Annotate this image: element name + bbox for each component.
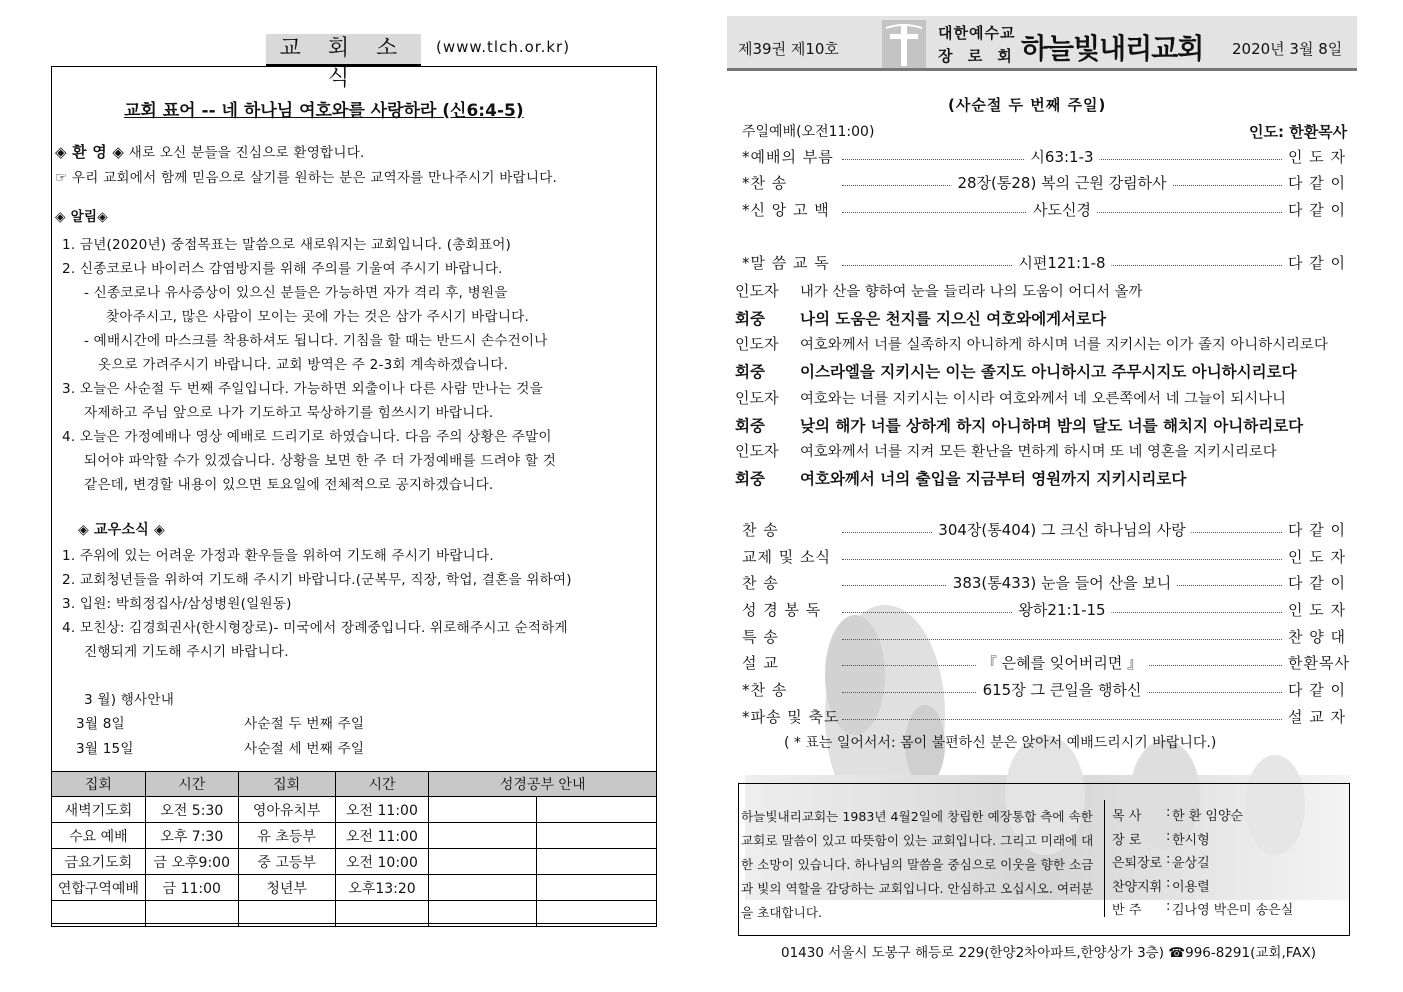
staff-name: 이용렬 xyxy=(1172,879,1210,895)
church-motto: 교회 표어 -- 네 하나님 여호와를 사랑하라 (신6:4-5) xyxy=(124,101,524,121)
denomination-line-1: 대한예수교 xyxy=(938,24,1016,42)
notice-line: - 신종코로나 유사증상이 있으신 분들은 가능하면 자가 격리 후, 병원을 xyxy=(84,285,508,301)
denomination-line-2: 장 로 회 xyxy=(938,47,1017,65)
responsive-text: 여호와께서 너를 지켜 모든 환난을 면하게 하시며 또 네 영혼을 지키시리로다 xyxy=(800,444,1277,461)
order-label: *신 앙 고 백 xyxy=(742,201,830,219)
order-label: *예배의 부름 xyxy=(742,148,834,166)
responsive-role: 회중 xyxy=(735,363,765,382)
pastoral-line: 4. 모친상: 김경희권사(한시형장로)- 미국에서 장례중입니다. 위로해주시고 순적하게 xyxy=(62,620,568,636)
schedule-cell: 청년부 xyxy=(238,875,335,901)
order-who: 인 도 자 xyxy=(1284,146,1346,167)
event-name-1: 사순절 두 번째 주일 xyxy=(244,716,365,732)
schedule-cell: 유 초등부 xyxy=(238,823,335,849)
bible-study-cell xyxy=(429,901,537,927)
staff-role: 장 로 xyxy=(1112,832,1142,848)
bible-study-cell xyxy=(429,875,537,901)
schedule-row xyxy=(52,797,657,823)
order-label: 찬 송 xyxy=(742,521,779,539)
schedule-row xyxy=(52,823,657,849)
responsive-text: 여호와는 너를 지키시는 이시라 여호와께서 네 오른쪽에서 네 그늘이 되시나니 xyxy=(800,390,1287,407)
order-who: 다 같 이 xyxy=(1284,252,1346,273)
welcome-line: ☞ 우리 교회에서 함께 믿음으로 살기를 원하는 분은 교역자를 만나주시기 바랍니다. xyxy=(55,170,558,186)
responsive-text: 나의 도움은 천지를 지으신 여호와에게서로다 xyxy=(800,309,1107,328)
service-name: 주일예배(오전11:00) xyxy=(742,124,875,140)
schedule-cell: 수요 예배 xyxy=(52,823,146,849)
notice-line: 옷으로 가려주시기 바랍니다. 교회 방역은 주 2-3회 계속하겠습니다. xyxy=(98,357,509,373)
volume-number: 제39권 제10호 xyxy=(738,40,839,58)
pastoral-heading: ◈ 교우소식 ◈ xyxy=(78,522,165,538)
cross-logo xyxy=(882,20,926,68)
responsive-role: 인도자 xyxy=(735,282,779,300)
order-content: 시63:1-3 xyxy=(1024,146,1099,167)
header-meeting: 집회 xyxy=(52,772,146,797)
schedule-cell xyxy=(335,901,429,927)
notice-line: 같은데, 변경할 내용이 있으면 토요일에 전체적으로 공지하겠습니다. xyxy=(84,477,494,493)
schedule-cell xyxy=(238,901,335,927)
staff-name: 한시형 xyxy=(1172,832,1210,848)
dotted-leader xyxy=(842,719,1282,720)
welcome-section xyxy=(55,141,365,162)
header-meeting-2: 집회 xyxy=(238,772,335,797)
schedule-cell: 새벽기도회 xyxy=(52,797,146,823)
bible-study-cell xyxy=(429,823,537,849)
schedule-cell xyxy=(52,901,146,927)
schedule-row xyxy=(52,875,657,901)
staff-colon: : xyxy=(1166,852,1171,867)
standing-footnote: ( * 표는 일어서서: 몸이 불편하신 분은 앉아서 예배드리시기 바랍니다.) xyxy=(784,735,1217,751)
order-label: 찬 송 xyxy=(742,574,779,592)
schedule-row xyxy=(52,849,657,875)
bible-study-cell xyxy=(429,797,537,823)
page-title: 교 회 소 식 xyxy=(266,34,421,66)
order-label: 교제 및 소식 xyxy=(742,548,831,566)
responsive-role: 인도자 xyxy=(735,388,779,407)
church-name: 하늘빛내리교회 xyxy=(1021,32,1204,65)
order-label: *찬 송 xyxy=(742,174,788,192)
order-who: 다 같 이 xyxy=(1284,679,1346,700)
order-content: 『 은혜를 잊어버리면 』 xyxy=(976,652,1148,673)
schedule-cell: 금 11:00 xyxy=(145,875,238,901)
schedule-cell: 중 고등부 xyxy=(238,849,335,875)
bible-study-cell xyxy=(537,901,657,927)
bible-study-cell xyxy=(429,849,537,875)
service-leader: 인도: 한환목사 xyxy=(1249,123,1348,141)
responsive-text: 여호와께서 너의 출입을 지금부터 영원까지 지키시리로다 xyxy=(800,469,1187,488)
pastoral-line: 진행되게 기도해 주시기 바랍니다. xyxy=(84,644,289,660)
order-who: 찬 양 대 xyxy=(1284,626,1346,647)
order-label: *찬 송 xyxy=(742,681,788,699)
order-who: 다 같 이 xyxy=(1284,519,1346,540)
order-label: *파송 및 축도 xyxy=(742,708,840,726)
schedule-row xyxy=(52,901,657,927)
order-who: 한환목사 xyxy=(1284,652,1350,673)
welcome-text: 새로 오신 분들을 진심으로 환영합니다. xyxy=(124,145,365,161)
header-time: 시간 xyxy=(145,772,238,797)
order-content: 사도신경 xyxy=(1027,199,1097,220)
staff-name: 한 환 임양순 xyxy=(1172,809,1244,824)
order-label: 설 교 xyxy=(742,654,779,672)
staff-name: 윤상길 xyxy=(1172,856,1210,871)
staff-colon: : xyxy=(1166,875,1171,891)
pastoral-line: 2. 교회청년들을 위하여 기도해 주시기 바랍니다.(군복무, 직장, 학업, 결혼을 위하여) xyxy=(62,572,572,588)
events-heading: 3 월) 행사안내 xyxy=(84,692,175,708)
responsive-role: 회중 xyxy=(735,309,765,328)
responsive-role: 회중 xyxy=(735,416,765,435)
notice-line: 되어야 파악할 수가 있겠습니다. 상황을 보면 한 주 더 가정예배를 드려야 할 것 xyxy=(84,453,557,469)
schedule-cell xyxy=(145,901,238,927)
order-label: 성 경 봉 독 xyxy=(742,601,822,619)
notice-heading: ◈ 알림◈ xyxy=(55,209,108,225)
order-who: 설 교 자 xyxy=(1284,706,1346,727)
schedule-cell: 오전 10:00 xyxy=(335,849,429,875)
order-label: *말 씀 교 독 xyxy=(742,254,830,272)
notice-line: 자제하고 주님 앞으로 나가 기도하고 묵상하기를 힘쓰시기 바랍니다. xyxy=(84,405,494,421)
event-date-1: 3월 8일 xyxy=(76,716,125,732)
schedule-cell: 오후 7:30 xyxy=(145,823,238,849)
welcome-heading: ◈ 환 영 ◈ xyxy=(55,143,125,161)
church-about: 하늘빛내리교회는 1983년 4월2일에 창립한 예장통합 측에 속한 교회로 말씀이 있고 따뜻함이 있는 교회입니다. 그리고 미래에 대한 소망이 있습니다. 하나님의 말씀을 중심으로 이웃을 향한 소금과 빛의 역할을 감당하는 교회입니다. 안심하고 오십시오. 여러분을 초대합니다. xyxy=(741,809,1094,920)
responsive-role: 회중 xyxy=(735,469,765,488)
schedule-cell: 오후13:20 xyxy=(335,875,429,901)
order-content: 383(통433) 눈을 들어 산을 보니 xyxy=(947,572,1177,593)
bible-study-cell xyxy=(537,849,657,875)
order-content: 시편121:1-8 xyxy=(1012,252,1111,273)
bulletin-date: 2020년 3월 8일 xyxy=(1232,40,1343,58)
order-content: 615장 그 큰일을 행하신 xyxy=(977,679,1148,700)
notice-line: 3. 오늘은 사순절 두 번째 주일입니다. 가능하면 외출이나 다른 사람 만나는 것을 xyxy=(62,381,543,397)
schedule-cell: 오전 5:30 xyxy=(145,797,238,823)
schedule-cell: 금 오후9:00 xyxy=(145,849,238,875)
schedule-cell: 오전 11:00 xyxy=(335,797,429,823)
schedule-cell: 오전 11:00 xyxy=(335,823,429,849)
pastoral-line: 1. 주위에 있는 어려운 가정과 환우들을 위하여 기도해 주시기 바랍니다. xyxy=(62,548,494,564)
responsive-text: 여호와께서 너를 실족하지 아니하게 하시며 너를 지키시는 이가 졸지 아니하시리로다 xyxy=(800,337,1328,354)
order-label: 특 송 xyxy=(742,628,779,646)
notice-line: - 예배시간에 마스크를 착용하셔도 됩니다. 기침을 할 때는 반드시 손수건이나 xyxy=(84,333,548,349)
order-who: 인 도 자 xyxy=(1284,599,1346,620)
info-divider xyxy=(1104,800,1105,917)
responsive-role: 인도자 xyxy=(735,335,779,354)
dotted-leader xyxy=(842,559,1282,560)
service-subtitle: (사순절 두 번째 주일) xyxy=(948,96,1107,114)
notice-line: 4. 오늘은 가정예배나 영상 예배로 드리기로 하였습니다. 다음 주의 상황은 주말이 xyxy=(62,429,552,445)
bible-study-cell xyxy=(537,797,657,823)
header-time-2: 시간 xyxy=(335,772,429,797)
order-content: 왕하21:1-15 xyxy=(1012,599,1111,620)
event-name-2: 사순절 세 번째 주일 xyxy=(244,741,365,757)
schedule-header-row xyxy=(52,772,657,797)
event-date-2: 3월 15일 xyxy=(76,741,134,757)
bible-study-cell xyxy=(537,875,657,901)
schedule-table xyxy=(51,771,657,927)
order-who: 다 같 이 xyxy=(1284,572,1346,593)
order-who: 다 같 이 xyxy=(1284,172,1346,193)
schedule-cell: 영아유치부 xyxy=(238,797,335,823)
order-who: 인 도 자 xyxy=(1284,546,1346,567)
order-content: 304장(통404) 그 크신 하나님의 사랑 xyxy=(932,519,1191,540)
bible-study-cell xyxy=(537,823,657,849)
cross-icon xyxy=(882,20,926,68)
staff-colon: : xyxy=(1166,899,1171,914)
staff-name: 김나영 박은미 송은실 xyxy=(1172,903,1294,918)
responsive-text: 낮의 해가 너를 상하게 하지 아니하며 밤의 달도 너를 해치지 아니하리로다 xyxy=(800,416,1304,435)
responsive-text: 내가 산을 향하여 눈을 들리라 나의 도움이 어디서 올까 xyxy=(800,284,1143,300)
responsive-text: 이스라엘을 지키시는 이는 졸지도 아니하시고 주무시지도 아니하시리로다 xyxy=(800,363,1297,382)
order-content: 28장(통28) 복의 근원 강림하사 xyxy=(951,172,1172,193)
notice-line: 찾아주시고, 많은 사람이 모이는 곳에 가는 것은 삼가 주시기 바랍니다. xyxy=(106,309,530,325)
staff-role: 반 주 xyxy=(1112,903,1142,918)
order-who: 다 같 이 xyxy=(1284,199,1346,220)
staff-colon: : xyxy=(1166,805,1171,820)
schedule-cell: 금요기도회 xyxy=(52,849,146,875)
header-bible-study: 성경공부 안내 xyxy=(429,772,657,797)
staff-role: 찬양지휘 xyxy=(1112,879,1163,895)
staff-role: 은퇴장로 xyxy=(1112,856,1163,871)
staff-role: 목 사 xyxy=(1112,809,1142,824)
responsive-role: 인도자 xyxy=(735,442,779,461)
website-url[interactable]: (www.tlch.or.kr) xyxy=(436,38,571,56)
church-address: 01430 서울시 도봉구 해등로 229(한양2차아파트,한양상가 3층) ☎996-8291(교회,FAX) xyxy=(781,945,1317,961)
notice-line: 2. 신종코로나 바이러스 감염방지를 위해 주의를 기울여 주시기 바랍니다. xyxy=(62,261,503,277)
schedule-cell: 연합구역예배 xyxy=(52,875,146,901)
pastoral-line: 3. 입원: 박희정집사/삼성병원(일원동) xyxy=(62,596,292,612)
staff-colon: : xyxy=(1166,828,1171,844)
dotted-leader xyxy=(842,639,1282,640)
notice-line: 1. 금년(2020년) 중점목표는 말씀으로 새로워지는 교회입니다. (총회표어) xyxy=(62,237,512,253)
